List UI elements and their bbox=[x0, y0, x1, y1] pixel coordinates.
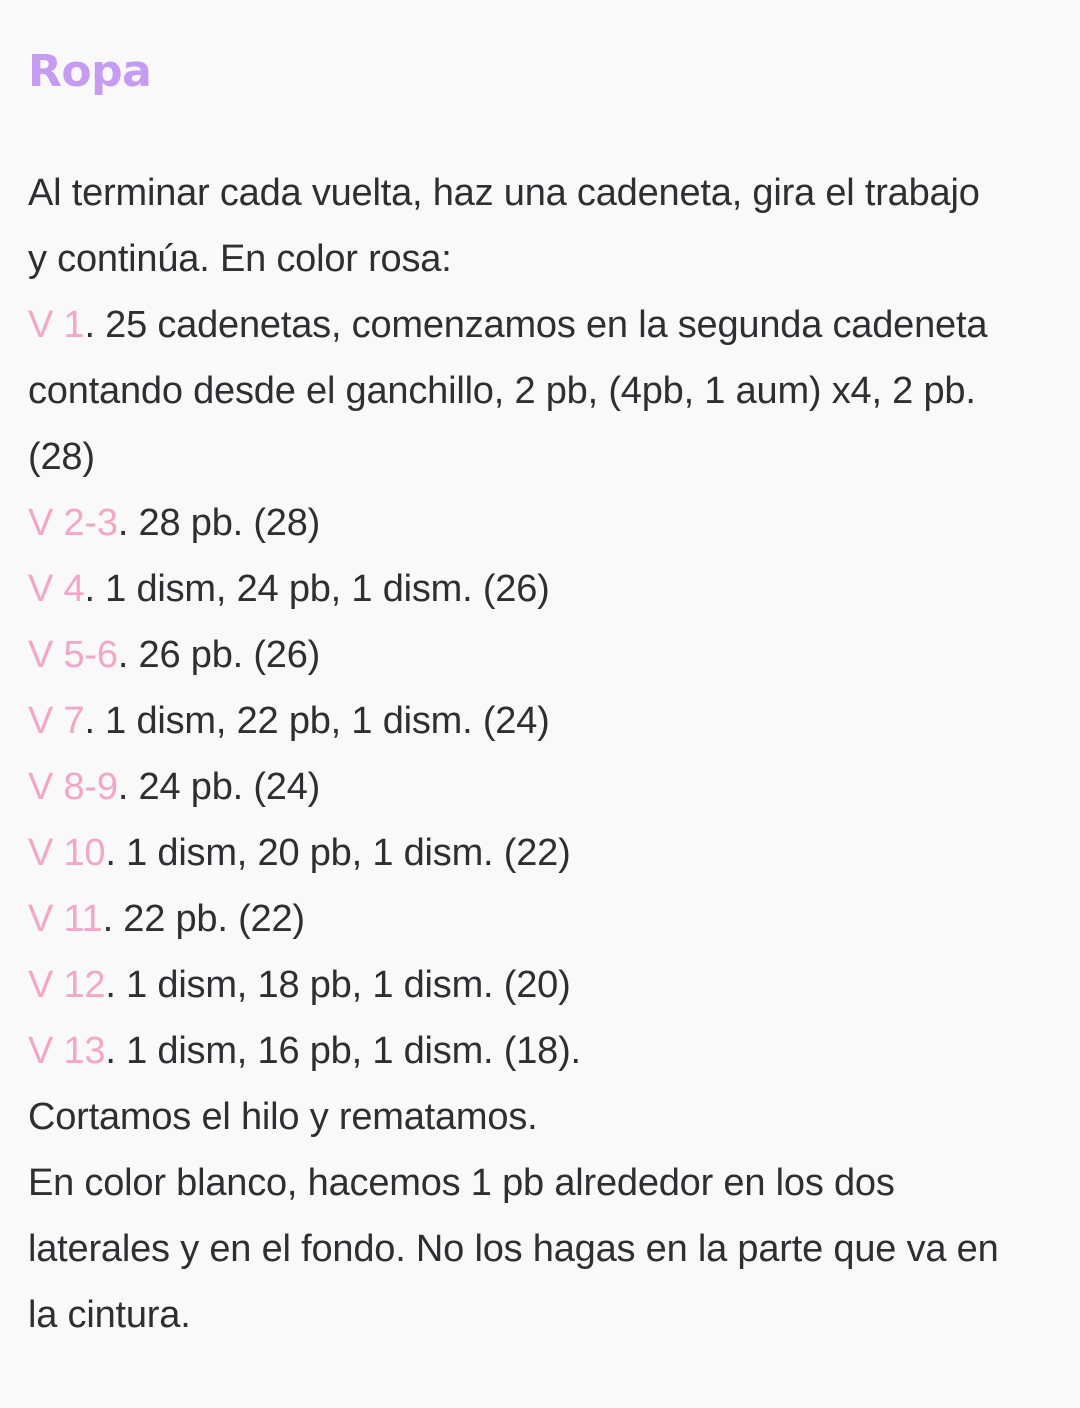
round-continuation: contando desde el ganchillo, 2 pb, (4pb, 1 aum) x4, 2 pb. bbox=[28, 370, 976, 412]
round-label: V 5-6 bbox=[28, 634, 118, 676]
round-label: V 2-3 bbox=[28, 502, 118, 544]
round-line bbox=[28, 292, 1058, 358]
closing-line: En color blanco, hacemos 1 pb alrededor en los dos bbox=[28, 1162, 895, 1204]
round-label: V 4 bbox=[28, 568, 85, 610]
round-line bbox=[28, 688, 1058, 754]
round-line bbox=[28, 490, 1058, 556]
instructions-body bbox=[28, 160, 1058, 1348]
round-label: V 7 bbox=[28, 700, 85, 742]
round-continuation: (28) bbox=[28, 436, 95, 478]
round-label: V 1 bbox=[28, 304, 85, 346]
round-line bbox=[28, 1018, 1058, 1084]
closing-line: laterales y en el fondo. No los hagas en la parte que va en bbox=[28, 1228, 999, 1270]
round-text: . 26 pb. (26) bbox=[117, 634, 321, 676]
round-label: V 13 bbox=[28, 1030, 106, 1072]
round-text: . 24 pb. (24) bbox=[117, 766, 321, 808]
round-label: V 12 bbox=[28, 964, 106, 1006]
round-label: V 8-9 bbox=[28, 766, 118, 808]
round-line bbox=[28, 556, 1058, 622]
round-text: . 25 cadenetas, comenzamos en la segunda cadeneta bbox=[84, 304, 988, 346]
intro-line: Al terminar cada vuelta, haz una cadeneta, gira el trabajo bbox=[28, 172, 980, 214]
round-text: . 1 dism, 18 pb, 1 dism. (20) bbox=[105, 964, 571, 1006]
round-line bbox=[28, 886, 1058, 952]
round-text: . 1 dism, 16 pb, 1 dism. (18). bbox=[105, 1030, 581, 1072]
round-label: V 10 bbox=[28, 832, 106, 874]
round-text: . 1 dism, 24 pb, 1 dism. (26) bbox=[84, 568, 550, 610]
round-line bbox=[28, 820, 1058, 886]
round-line bbox=[28, 754, 1058, 820]
closing-line: Cortamos el hilo y rematamos. bbox=[28, 1096, 538, 1138]
round-text: . 22 pb. (22) bbox=[102, 898, 305, 940]
closing-line: la cintura. bbox=[28, 1294, 191, 1336]
intro-line: y continúa. En color rosa: bbox=[28, 238, 452, 280]
round-line bbox=[28, 622, 1058, 688]
round-text: . 1 dism, 20 pb, 1 dism. (22) bbox=[105, 832, 571, 874]
round-line bbox=[28, 952, 1058, 1018]
section-title: Ropa bbox=[28, 46, 152, 97]
round-text: . 28 pb. (28) bbox=[117, 502, 321, 544]
round-label: V 11 bbox=[28, 898, 103, 940]
round-text: . 1 dism, 22 pb, 1 dism. (24) bbox=[84, 700, 550, 742]
